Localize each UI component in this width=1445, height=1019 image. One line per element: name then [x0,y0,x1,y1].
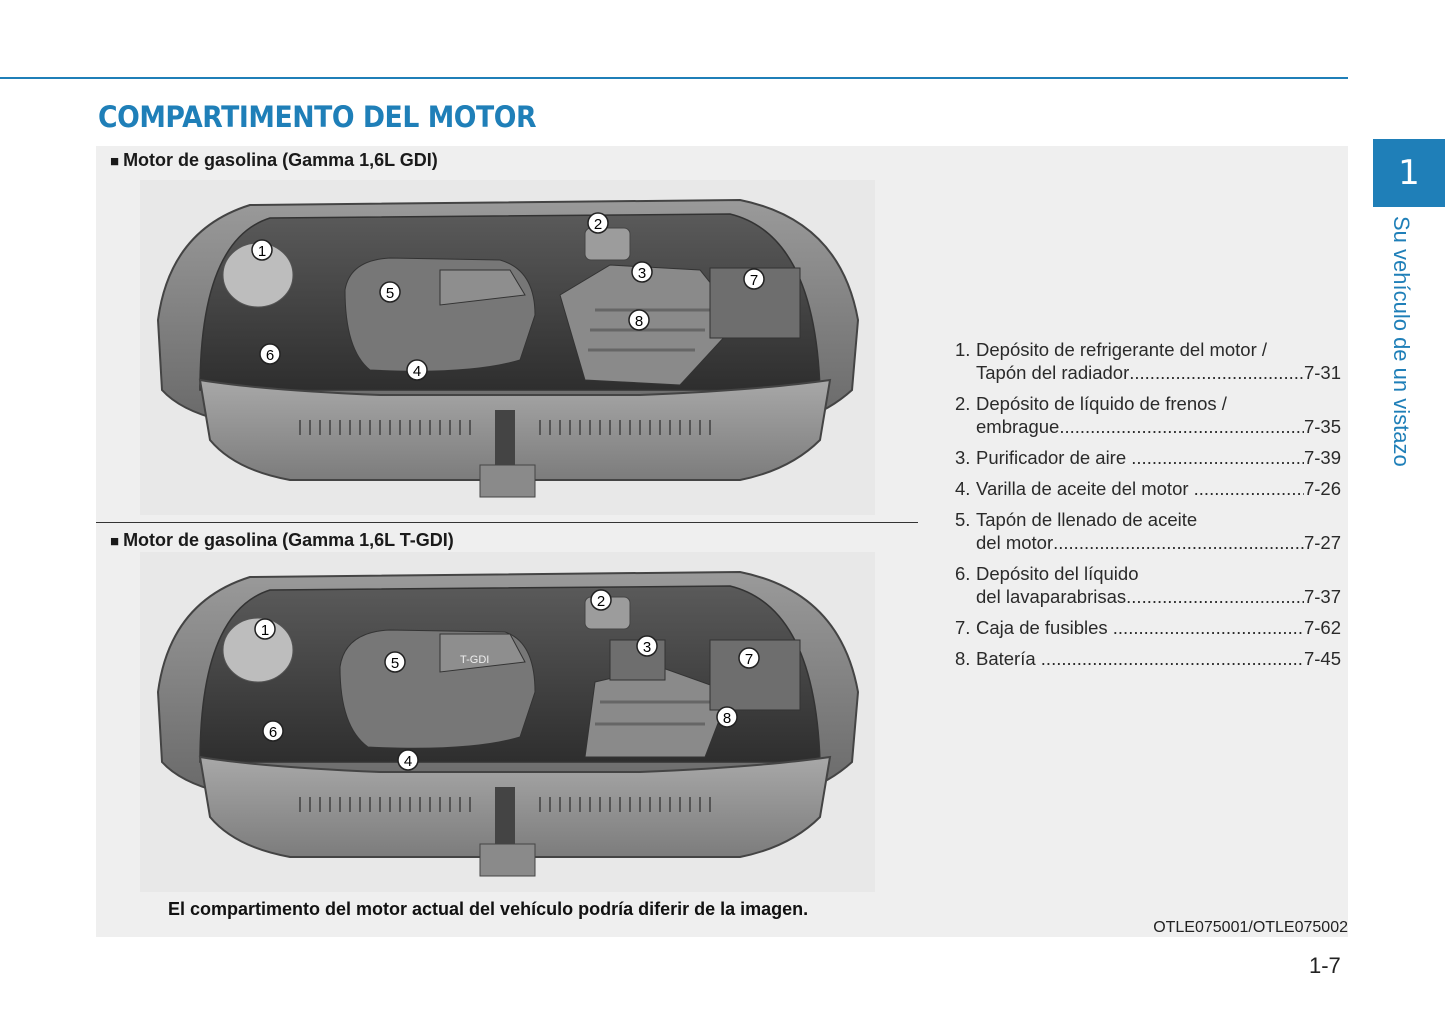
svg-text:6: 6 [268,724,278,741]
svg-text:6: 6 [265,347,275,364]
list-item: 5. Tapón de llenado de aceite del motor ..... 7-27 [955,508,1341,554]
list-item: 2. Depósito de líquido de frenos / embrague ..... 7-35 [955,392,1341,438]
svg-text:5: 5 [390,655,400,672]
engine-diagram-tgdi [140,552,875,892]
list-item: 6. Depósito del líquido del lavaparabrisas ..... 7-37 [955,562,1341,608]
top-rule [0,77,1348,79]
list-item: 3. Purificador de aire ..... 7-39 [955,446,1341,469]
callout-2 [588,213,608,233]
engine-badge: T-GDI [460,654,490,666]
section-label-tgdi: ■ Motor de gasolina (Gamma 1,6L T-GDI) [110,530,454,550]
callout-6 [260,344,280,364]
list-item: 7. Caja de fusibles ..... 7-62 [955,616,1341,639]
svg-text:5: 5 [385,285,395,302]
svg-text:3: 3 [642,639,652,656]
svg-text:7: 7 [744,651,754,668]
svg-text:4: 4 [403,753,413,770]
callout-4 [407,360,427,380]
callout-1 [255,619,275,639]
callout-8 [629,310,649,330]
chapter-title: Su vehículo de un vistazo [1389,216,1414,467]
section-label-gdi: ■ Motor de gasolina (Gamma 1,6L GDI) [110,150,438,170]
engine-diagram-gdi [140,180,875,515]
figure-caption: El compartimento del motor actual del vehículo podría diferir de la imagen. [168,899,809,919]
page-number: 1-7 [1309,953,1341,978]
svg-text:1: 1 [257,243,267,260]
svg-text:4: 4 [412,363,422,380]
svg-text:7: 7 [749,272,759,289]
callout-7 [744,269,764,289]
list-item: 8. Batería ..... 7-45 [955,647,1341,670]
callout-6 [263,721,283,741]
callout-7 [739,648,759,668]
square-bullet-icon: ■ [110,533,120,550]
callout-8 [717,707,737,727]
list-item: 4. Varilla de aceite del motor ..... 7-26 [955,477,1341,500]
callout-5 [385,652,405,672]
svg-text:3: 3 [637,265,647,282]
callout-3 [637,636,657,656]
page-title: COMPARTIMENTO DEL MOTOR [98,100,537,134]
svg-text:8: 8 [634,313,644,330]
figure-divider [96,522,918,523]
list-item: 1. Depósito de refrigerante del motor / Tapón del radiador ..... 7-31 [955,338,1341,384]
component-list [955,338,1341,678]
square-bullet-icon: ■ [110,153,120,170]
callout-3 [632,262,652,282]
callout-2 [591,590,611,610]
callout-5 [380,282,400,302]
chapter-tab: 1 [1373,139,1445,207]
callout-4 [398,750,418,770]
svg-text:1: 1 [260,622,270,639]
svg-text:2: 2 [593,216,603,233]
svg-text:8: 8 [722,710,732,727]
image-reference-code: OTLE075001/OTLE075002 [1153,919,1348,936]
svg-text:2: 2 [596,593,606,610]
callout-1 [252,240,272,260]
